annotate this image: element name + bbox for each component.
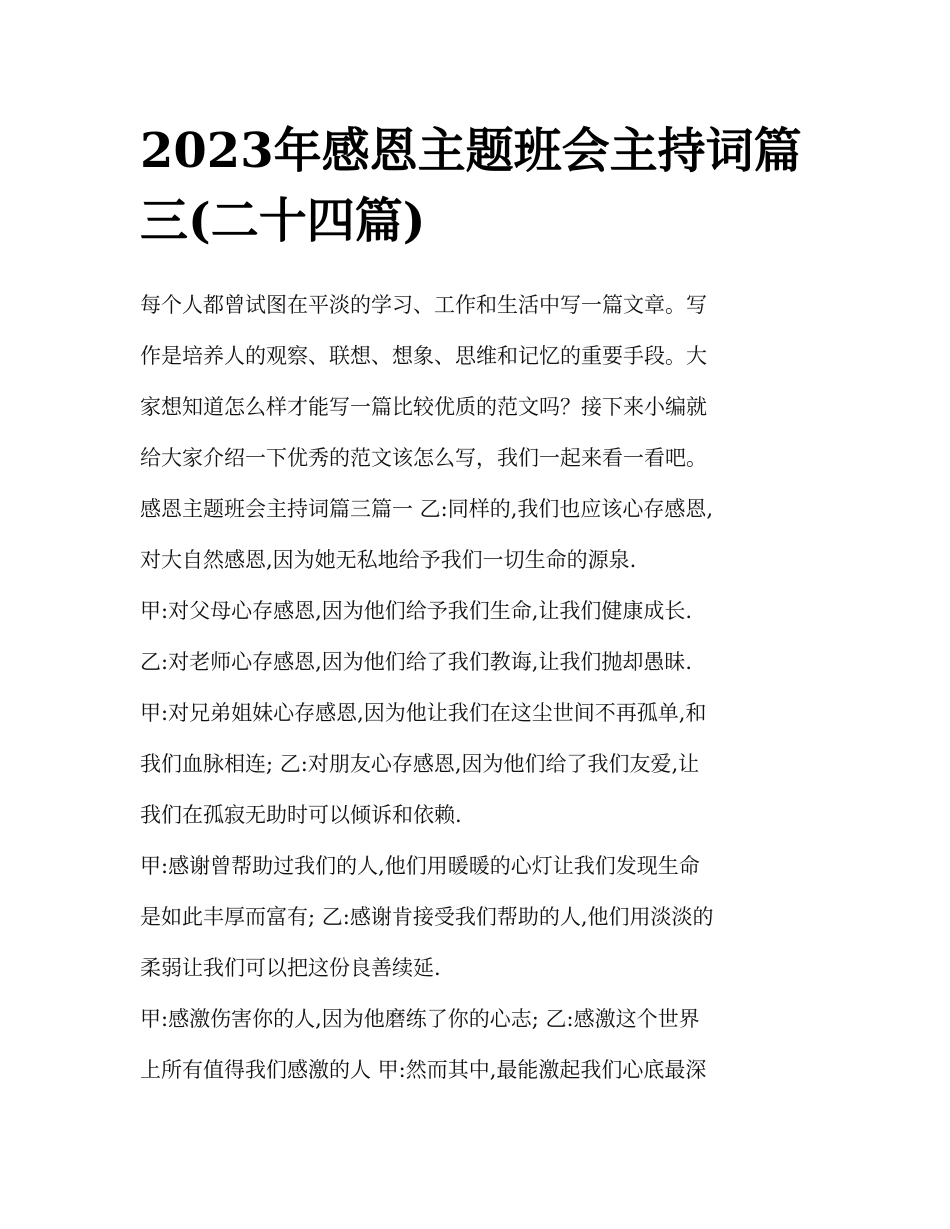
title-line-1: 2023年感恩主题班会主持词篇 (140, 123, 802, 179)
body-line: 乙:对老师心存感恩,因为他们给了我们教诲,让我们抛却愚昧. (140, 650, 693, 674)
body-line: 感恩主题班会主持词篇三篇一 乙:同样的,我们也应该心存感恩, (140, 497, 714, 521)
body-line: 给大家介绍一下优秀的范文该怎么写，我们一起来看一看吧。 (140, 446, 707, 470)
body-line: 柔弱让我们可以把这份良善续延. (140, 956, 441, 980)
body-line: 作是培养人的观察、联想、想象、思维和记忆的重要手段。大 (140, 344, 707, 368)
body-line: 家想知道怎么样才能写一篇比较优质的范文吗？接下来小编就 (140, 395, 707, 419)
body-line: 甲:感谢曾帮助过我们的人,他们用暖暖的心灯让我们发现生命 (140, 854, 700, 878)
body-line: 甲:对父母心存感恩,因为他们给予我们生命,让我们健康成长. (140, 599, 693, 623)
body-line: 甲:对兄弟姐妹心存感恩,因为他让我们在这尘世间不再孤单,和 (140, 701, 707, 725)
body-line: 每个人都曾试图在平淡的学习、工作和生活中写一篇文章。写 (140, 293, 707, 317)
body-line: 是如此丰厚而富有; 乙:感谢肯接受我们帮助的人,他们用淡淡的 (140, 905, 714, 929)
body-line: 我们在孤寂无助时可以倾诉和依赖. (140, 803, 462, 827)
document-title (140, 116, 820, 256)
body-line: 上所有值得我们感激的人 甲:然而其中,最能激起我们心底最深 (140, 1058, 707, 1082)
body-line: 我们血脉相连; 乙:对朋友心存感恩,因为他们给了我们友爱,让 (140, 752, 700, 776)
body-line: 甲:感激伤害你的人,因为他磨练了你的心志; 乙:感激这个世界 (140, 1007, 700, 1031)
title-line-2: 三(二十四篇) (140, 193, 426, 249)
body-line: 对大自然感恩,因为她无私地给予我们一切生命的源泉. (140, 548, 637, 572)
document-body (140, 280, 820, 1096)
